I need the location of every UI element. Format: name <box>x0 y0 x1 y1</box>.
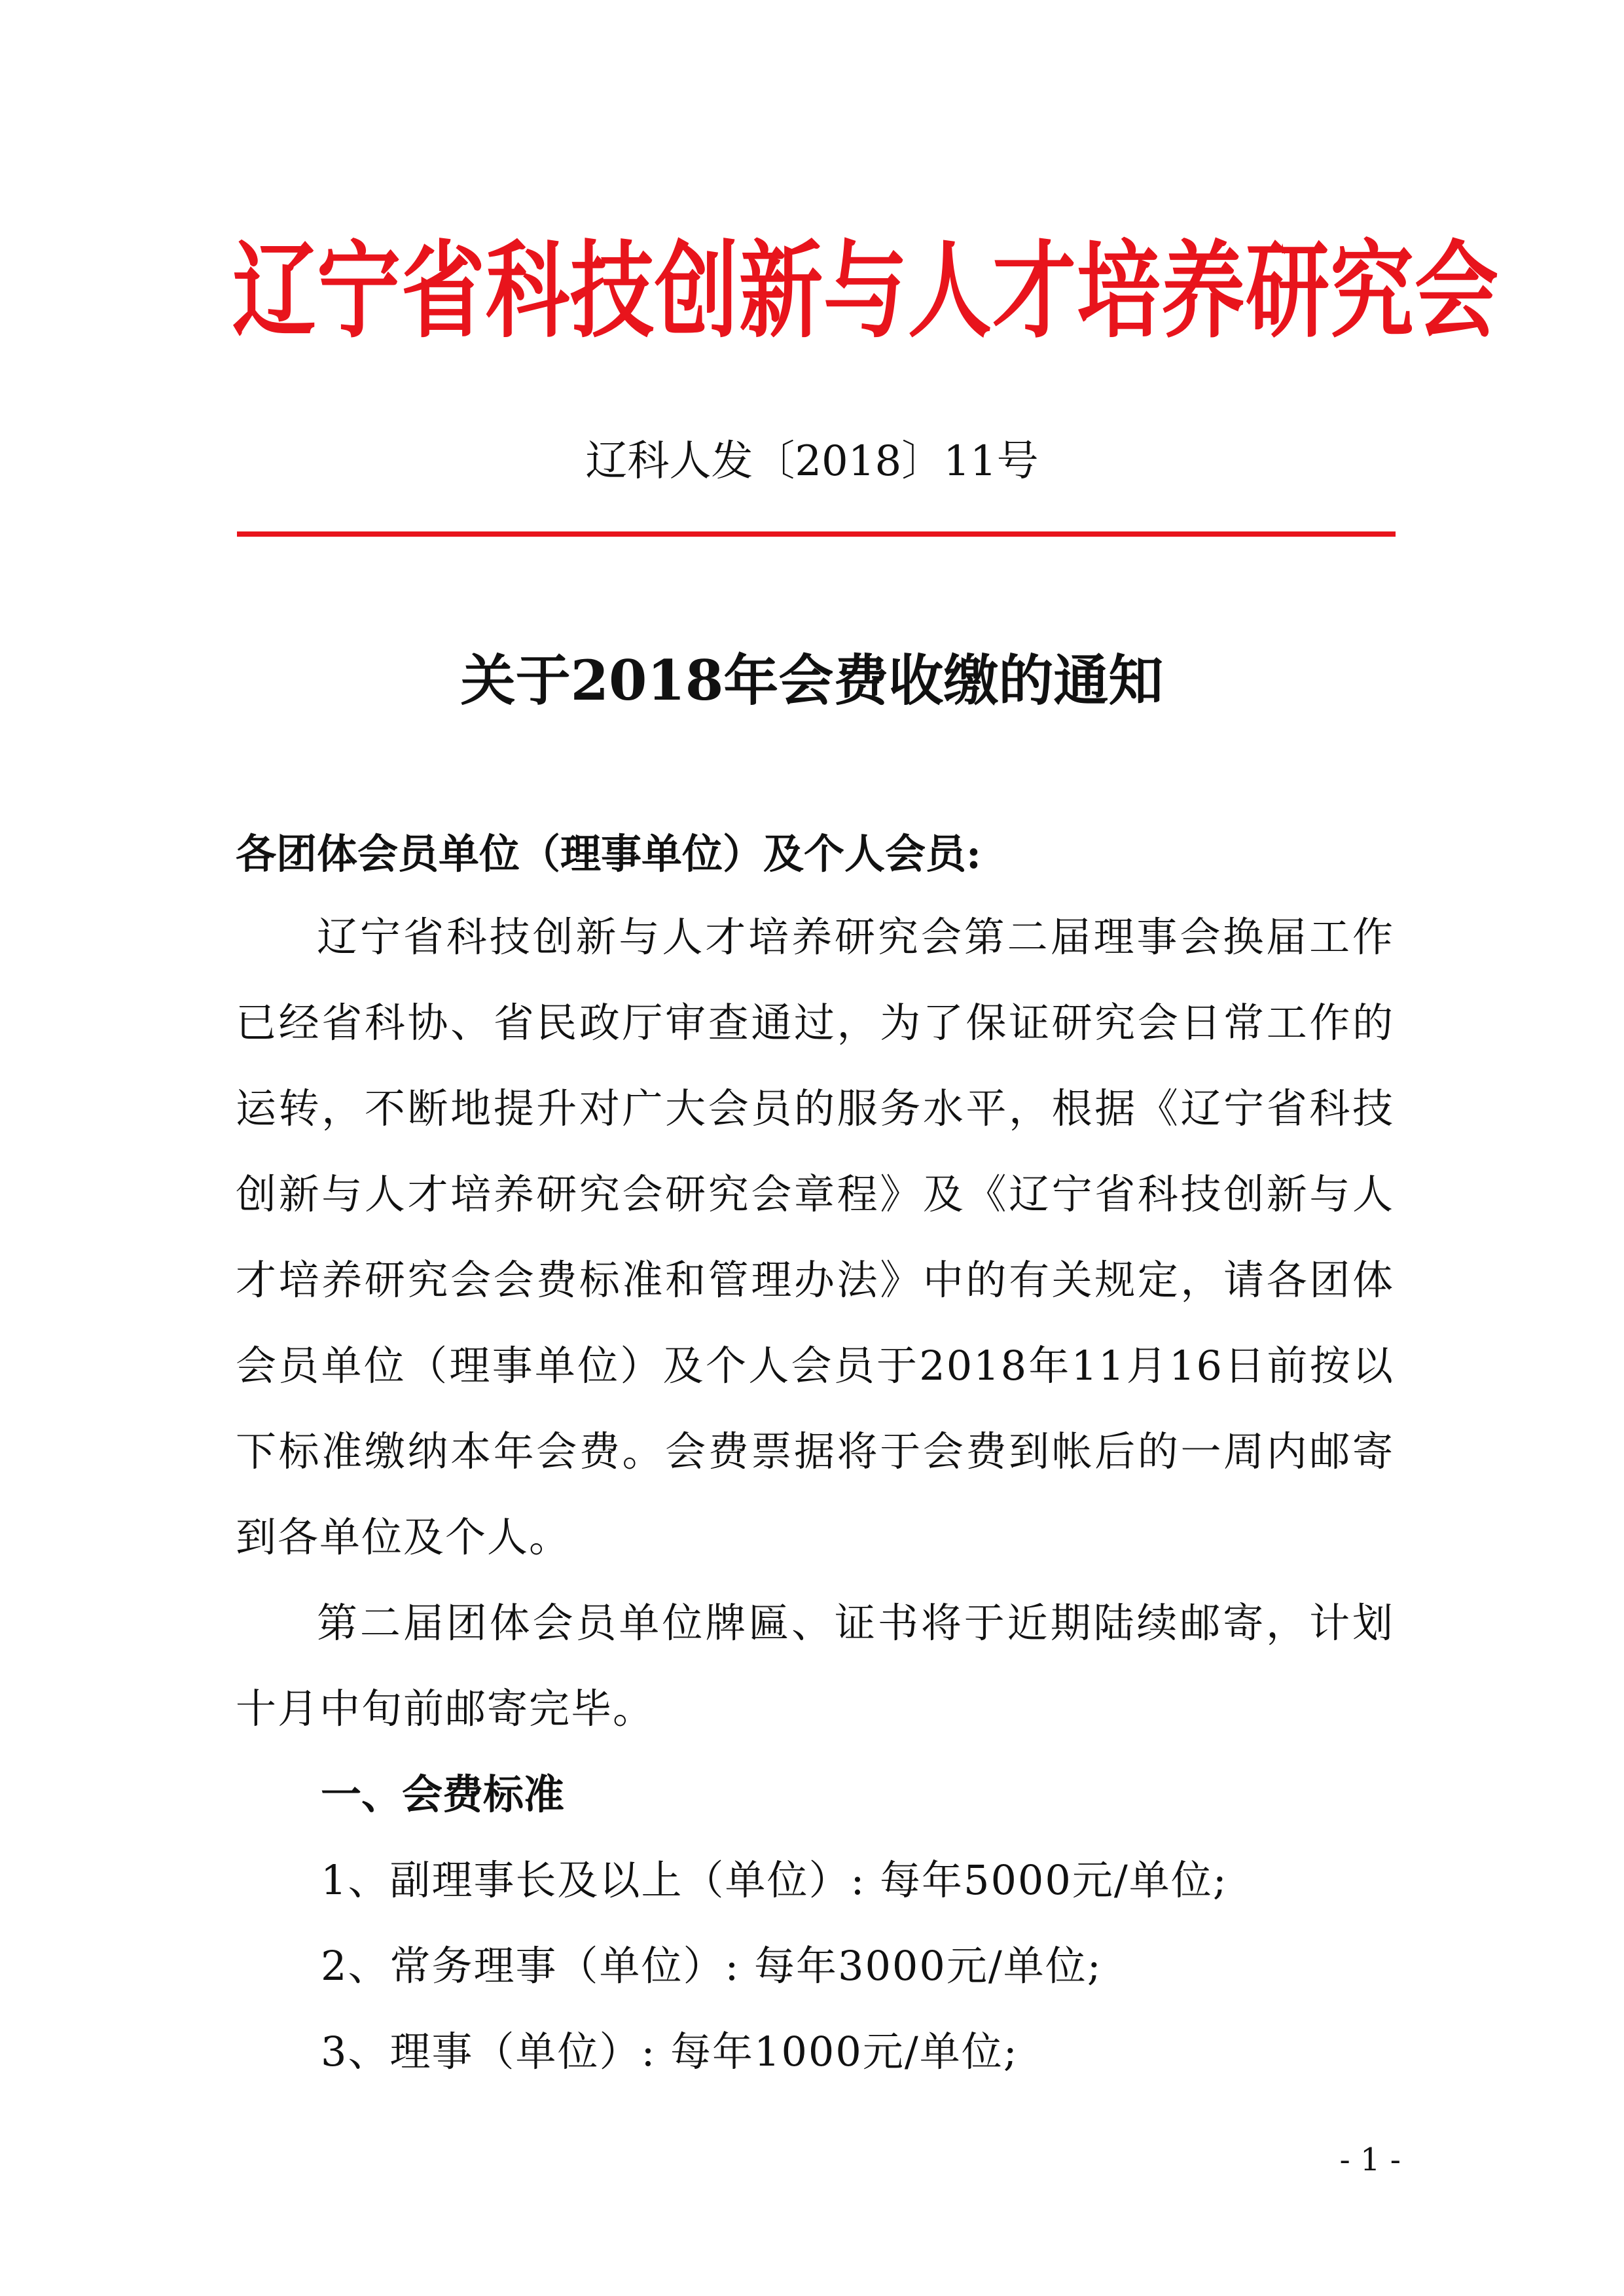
fee-item: 2、常务理事（单位）: 每年3000元/单位; <box>321 1942 1102 1990</box>
notice-title: 关于2018年会费收缴的通知 <box>460 648 1164 713</box>
page-number: - 1 - <box>1339 2142 1401 2178</box>
fee-item: 1、副理事长及以上（单位）: 每年5000元/单位; <box>321 1856 1228 1904</box>
body-paragraph-1: 辽宁省科技创新与人才培养研究会第二届理事会换届工作已经省科协、省民政厅审查通过，为了保证研究会日常工作的运转，不断地提升对广大会员的服务水平，根据《辽宁省科技创新与人才培养研究会研究会章程》及《辽宁省科技创新与人才培养研究会会费标准和管理办法》中的有关规定，请各团体会员单位（理事单位）及个人会员于2018年11月16日前按以下标准缴纳本年会费。会费票据将于会费到帐后的一周内邮寄到各单位及个人。 <box>236 913 1394 1561</box>
addressee-line: 各团体会员单位（理事单位）及个人会员: <box>236 830 981 878</box>
section-heading-fee-standard: 一、会费标准 <box>321 1770 565 1818</box>
body-paragraph-2: 第二届团体会员单位牌匾、证书将于近期陆续邮寄，计划十月中旬前邮寄完毕。 <box>236 1599 1394 1732</box>
red-divider-line <box>237 531 1396 537</box>
fee-item: 3、理事（单位）: 每年1000元/单位; <box>321 2028 1019 2075</box>
document-number: 辽科人发〔2018〕11号 <box>585 437 1039 486</box>
organization-title: 辽宁省科技创新与人才培养研究会 <box>232 230 1500 353</box>
